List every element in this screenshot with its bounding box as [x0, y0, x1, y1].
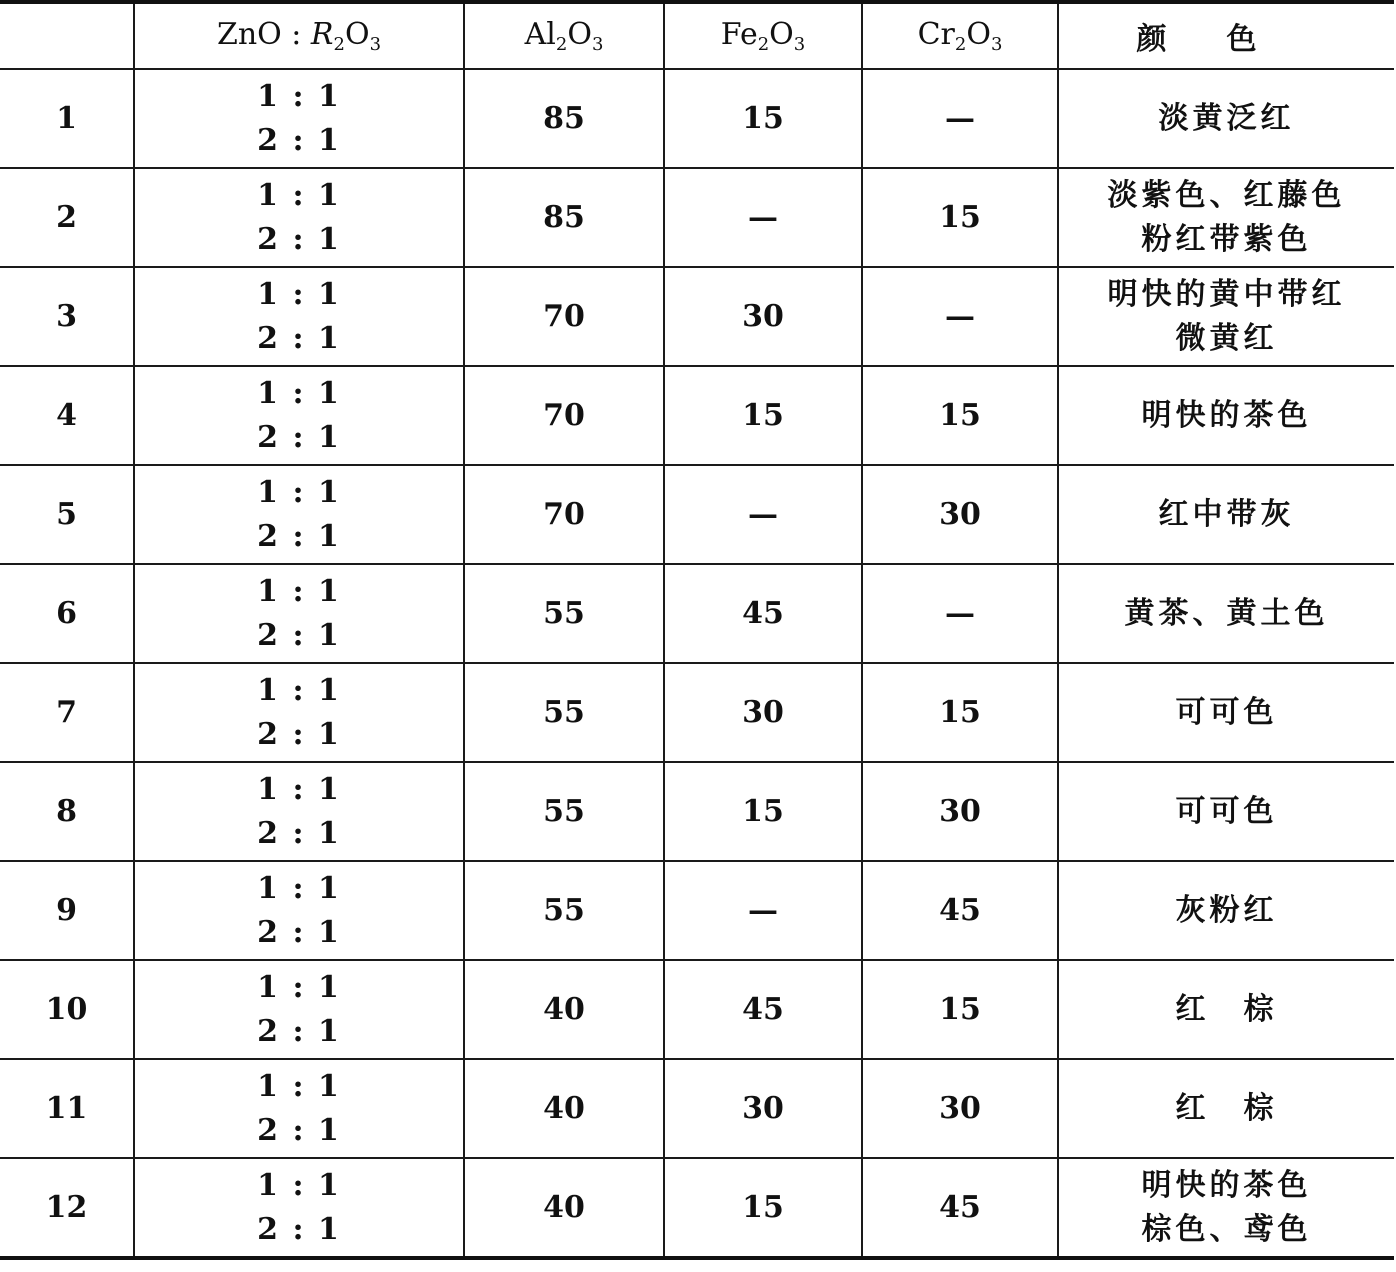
cr2o3-value: 15 [862, 663, 1058, 762]
cr2o3-value: 30 [862, 762, 1058, 861]
cr2o3-value: 45 [862, 1158, 1058, 1258]
row-number: 8 [0, 762, 134, 861]
row-number: 9 [0, 861, 134, 960]
ratio-cell [134, 168, 464, 267]
color-cell [1058, 861, 1394, 960]
row-number: 11 [0, 1059, 134, 1158]
table-row [0, 861, 1394, 960]
color-description: 红 棕 [1175, 991, 1278, 1027]
row-number: 3 [0, 267, 134, 366]
header-fe2o3 [664, 2, 862, 69]
color-cell [1058, 69, 1394, 168]
ratio-cell [134, 762, 464, 861]
color-description: 可可色 [1175, 793, 1278, 829]
ratio-line: 1 : 1 [257, 771, 341, 807]
cr2o3-value: 45 [862, 861, 1058, 960]
ratio-line: 1 : 1 [257, 969, 341, 1005]
fe2o3-value: — [664, 465, 862, 564]
header-fe2o3-o: O [769, 17, 794, 52]
color-cell [1058, 267, 1394, 366]
color-description: 粉红带紫色 [1141, 221, 1312, 257]
header-ratio-sub1: 2 [333, 34, 345, 55]
row-number: 12 [0, 1158, 134, 1258]
ratio-line: 2 : 1 [257, 1112, 341, 1148]
ratio-cell [134, 69, 464, 168]
header-color [1058, 2, 1394, 69]
header-color-label: 颜色 [1136, 22, 1317, 57]
color-description: 微黄红 [1175, 320, 1278, 356]
header-row [0, 2, 1394, 69]
al2o3-value: 55 [464, 663, 664, 762]
al2o3-value: 85 [464, 168, 664, 267]
cr2o3-value: — [862, 564, 1058, 663]
ratio-cell [134, 960, 464, 1059]
ratio-cell [134, 564, 464, 663]
ratio-line: 2 : 1 [257, 122, 341, 158]
header-al2o3-sub2: 3 [591, 34, 604, 55]
fe2o3-value: 15 [664, 69, 862, 168]
ratio-line: 1 : 1 [257, 78, 341, 114]
cr2o3-value: 30 [862, 465, 1058, 564]
color-description: 淡黄泛红 [1158, 100, 1295, 136]
fe2o3-value: 30 [664, 663, 862, 762]
cr2o3-value: — [862, 69, 1058, 168]
header-index [0, 2, 134, 69]
al2o3-value: 55 [464, 564, 664, 663]
header-fe2o3-sub1: 2 [757, 34, 770, 55]
table-row [0, 663, 1394, 762]
header-al2o3-sub1: 2 [555, 34, 568, 55]
header-cr2o3-element: Cr [917, 17, 955, 52]
table-header [0, 2, 1394, 69]
header-fe2o3-sub2: 3 [793, 34, 806, 55]
ratio-cell [134, 1158, 464, 1258]
ratio-line: 2 : 1 [257, 518, 341, 554]
al2o3-value: 70 [464, 267, 664, 366]
color-cell [1058, 663, 1394, 762]
color-description: 明快的茶色 [1141, 397, 1312, 433]
header-ratio-sep: : [281, 17, 311, 52]
ratio-line: 2 : 1 [257, 320, 341, 356]
fe2o3-value: 15 [664, 762, 862, 861]
cr2o3-value: 15 [862, 366, 1058, 465]
table-row [0, 1158, 1394, 1258]
color-description: 红 棕 [1175, 1090, 1278, 1126]
header-cr2o3-o: O [966, 17, 991, 52]
ratio-line: 1 : 1 [257, 474, 341, 510]
ratio-line: 2 : 1 [257, 221, 341, 257]
fe2o3-value: 30 [664, 267, 862, 366]
color-description: 灰粉红 [1175, 892, 1278, 928]
header-ratio [134, 2, 464, 69]
ratio-line: 1 : 1 [257, 177, 341, 213]
fe2o3-value: 15 [664, 366, 862, 465]
row-number: 6 [0, 564, 134, 663]
fe2o3-value: 15 [664, 1158, 862, 1258]
ratio-line: 1 : 1 [257, 573, 341, 609]
fe2o3-value: — [664, 861, 862, 960]
al2o3-value: 70 [464, 366, 664, 465]
fe2o3-value: 30 [664, 1059, 862, 1158]
row-number: 5 [0, 465, 134, 564]
ratio-line: 2 : 1 [257, 419, 341, 455]
header-al2o3 [464, 2, 664, 69]
ratio-line: 1 : 1 [257, 375, 341, 411]
table-row [0, 168, 1394, 267]
header-ratio-o: O [344, 17, 370, 52]
cr2o3-value: — [862, 267, 1058, 366]
cr2o3-value: 15 [862, 168, 1058, 267]
color-description: 明快的黄中带红 [1107, 276, 1346, 312]
color-cell [1058, 564, 1394, 663]
color-description: 红中带灰 [1158, 496, 1295, 532]
table-body [0, 69, 1394, 1258]
color-description: 淡紫色、红藤色 [1107, 177, 1346, 213]
ratio-line: 1 : 1 [257, 672, 341, 708]
fe2o3-value: 45 [664, 960, 862, 1059]
al2o3-value: 55 [464, 861, 664, 960]
table-row [0, 69, 1394, 168]
ratio-line: 2 : 1 [257, 815, 341, 851]
table-row [0, 366, 1394, 465]
row-number: 2 [0, 168, 134, 267]
color-cell [1058, 465, 1394, 564]
ratio-line: 2 : 1 [257, 1211, 341, 1247]
ratio-cell [134, 861, 464, 960]
al2o3-value: 40 [464, 1158, 664, 1258]
color-cell [1058, 1158, 1394, 1258]
ratio-line: 1 : 1 [257, 1068, 341, 1104]
ratio-line: 2 : 1 [257, 914, 341, 950]
al2o3-value: 55 [464, 762, 664, 861]
header-cr2o3-sub2: 3 [990, 34, 1003, 55]
table-row [0, 1059, 1394, 1158]
row-number: 4 [0, 366, 134, 465]
color-description: 明快的茶色 [1141, 1167, 1312, 1203]
header-cr2o3-sub1: 2 [954, 34, 967, 55]
row-number: 1 [0, 69, 134, 168]
table-row [0, 267, 1394, 366]
cr2o3-value: 30 [862, 1059, 1058, 1158]
ratio-cell [134, 366, 464, 465]
ratio-cell [134, 1059, 464, 1158]
color-cell [1058, 1059, 1394, 1158]
color-description: 黄茶、黄土色 [1124, 595, 1329, 631]
al2o3-value: 70 [464, 465, 664, 564]
table-row [0, 960, 1394, 1059]
ratio-line: 1 : 1 [257, 276, 341, 312]
header-ratio-zno: ZnO [216, 17, 282, 52]
row-number: 7 [0, 663, 134, 762]
ratio-line: 1 : 1 [257, 870, 341, 906]
color-cell [1058, 366, 1394, 465]
ratio-line: 2 : 1 [257, 1013, 341, 1049]
al2o3-value: 40 [464, 960, 664, 1059]
header-ratio-r: R [310, 17, 334, 52]
ratio-cell [134, 663, 464, 762]
ratio-line: 1 : 1 [257, 1167, 341, 1203]
color-cell [1058, 168, 1394, 267]
color-description: 可可色 [1175, 694, 1278, 730]
fe2o3-value: — [664, 168, 862, 267]
header-al2o3-element: Al [524, 17, 556, 52]
al2o3-value: 85 [464, 69, 664, 168]
ratio-line: 2 : 1 [257, 716, 341, 752]
al2o3-value: 40 [464, 1059, 664, 1158]
table-row [0, 564, 1394, 663]
header-ratio-sub2: 3 [369, 34, 382, 55]
ratio-cell [134, 267, 464, 366]
table-row [0, 762, 1394, 861]
ratio-line: 2 : 1 [257, 617, 341, 653]
header-al2o3-o: O [567, 17, 592, 52]
color-cell [1058, 960, 1394, 1059]
cr2o3-value: 15 [862, 960, 1058, 1059]
color-cell [1058, 762, 1394, 861]
row-number: 10 [0, 960, 134, 1059]
header-fe2o3-element: Fe [720, 17, 758, 52]
table-row [0, 465, 1394, 564]
fe2o3-value: 45 [664, 564, 862, 663]
ratio-cell [134, 465, 464, 564]
color-description: 棕色、鸢色 [1141, 1211, 1312, 1247]
header-cr2o3 [862, 2, 1058, 69]
